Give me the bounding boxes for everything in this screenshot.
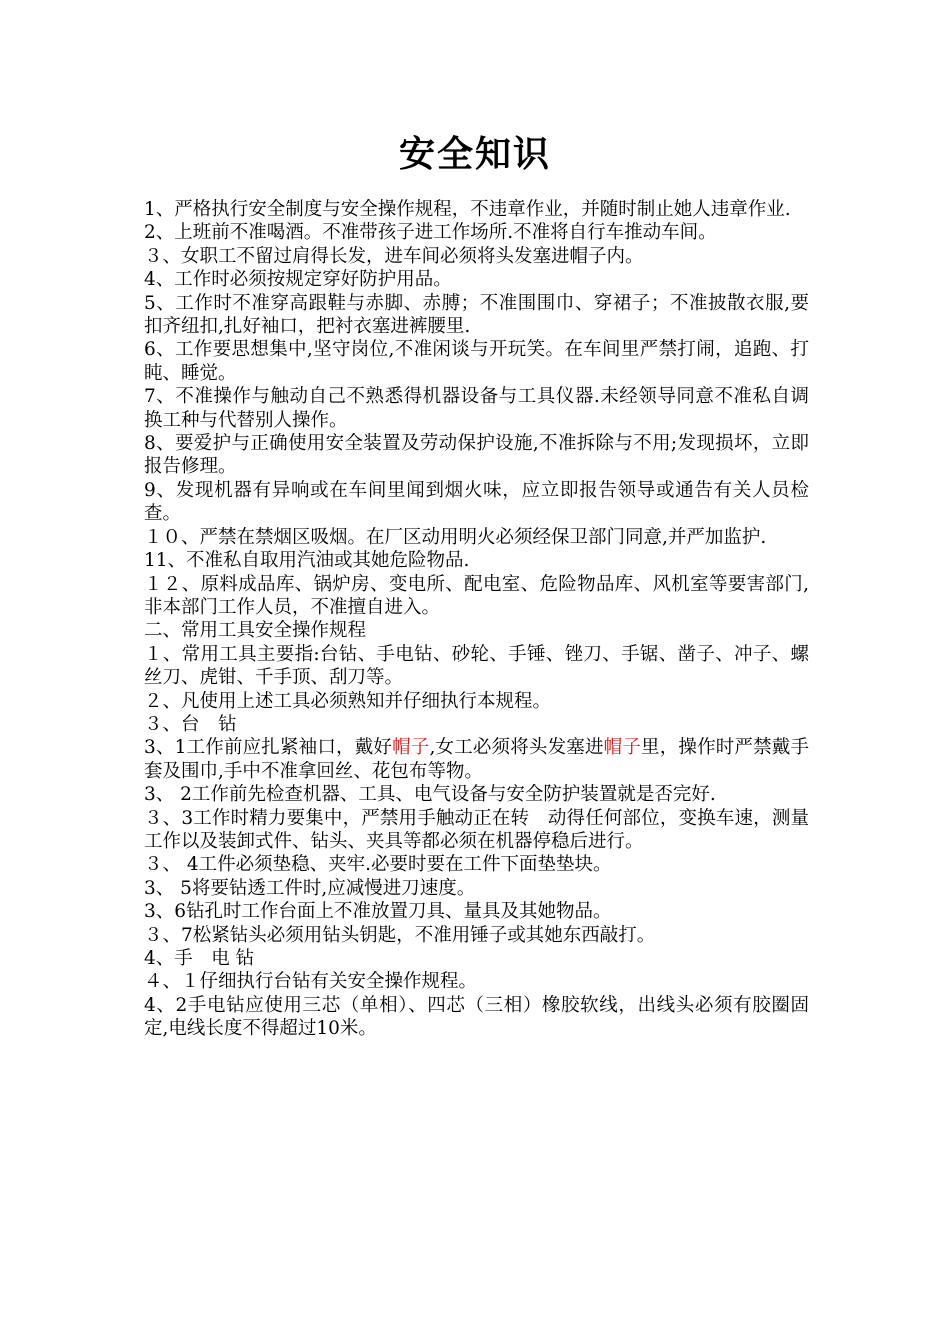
paragraph-3-4: ３、 4工件必须垫稳、夹牢.必要时要在工件下面垫垫块。	[144, 854, 612, 876]
paragraph-3-1-part-b: ,女工必须将头发塞进	[429, 737, 604, 759]
subheading-bench-drill: ３、台 钻	[144, 713, 237, 735]
highlight-hat-2: 帽子	[603, 737, 642, 759]
paragraph-4-1: ４、１仔细执行台钻有关安全操作规程。	[144, 971, 478, 993]
paragraph-3-2: 3、 2工作前先检查机器、工具、电气设备与安全防护装置就是否完好.	[144, 784, 716, 806]
paragraph-1: 1、严格执行安全制度与安全操作规程，不违章作业，并随时制止她人违章作业.	[144, 199, 791, 220]
paragraph-3-3: ３、3工作时精力要集中，严禁用手触动正在转 动得任何部位，变换车速，测量工作以及装卸式件、钻头、夹具等都必须在机器停稳后进行。	[144, 807, 809, 852]
page-title: 安全知识	[398, 133, 551, 175]
subheading-hand-drill: 4、手 电 钻	[144, 948, 255, 969]
paragraph-6: 6、工作要思想集中,坚守岗位,不准闲谈与开玩笑。在车间里严禁打闹，追跑、打盹、睡觉。	[144, 339, 809, 384]
paragraph-9: 9、发现机器有异响或在车间里闻到烟火味，应立即报告领导或通告有关人员检查。	[144, 479, 809, 525]
paragraph-11: 11、不准私自取用汽油或其她危险物品.	[144, 550, 470, 572]
paragraph-3-1	[144, 736, 809, 783]
paragraph-5: 5、工作时不准穿高跟鞋与赤脚、赤膊；不准围围巾、穿裙子；不准披散衣服,要扣齐纽扣,扎好袖口，把衬衣塞进裤腰里.	[144, 292, 809, 338]
document-body	[144, 198, 809, 1041]
paragraph-3-1-part-c: 里，操作时严禁戴手套及围巾,手中不准拿回丝、花包布等物。	[144, 737, 809, 782]
paragraph-7: 7、不准操作与触动自己不熟悉得机器设备与工具仪器.未经领导同意不准私自调换工种与代替别人操作。	[144, 386, 809, 431]
paragraph-tools-1: １、常用工具主要指:台钻、手电钻、砂轮、手锤、锉刀、手锯、凿子、冲子、螺丝刀、虎钳、千手顶、刮刀等。	[144, 643, 809, 689]
paragraph-3: ３、女职工不留过肩得长发，进车间必须将头发塞进帽子内。	[144, 245, 644, 267]
paragraph-3-5: 3、 5将要钻透工件时,应减慢进刀速度。	[144, 877, 476, 899]
paragraph-2: 2、上班前不准喝酒。不准带孩子进工作场所.不准将自行车推动车间。	[144, 222, 717, 244]
paragraph-8: 8、要爱护与正确使用安全装置及劳动保护设施,不准拆除与不用;发现损坏，立即报告修理。	[144, 433, 809, 478]
paragraph-10: １０、严禁在禁烟区吸烟。在厂区动用明火必须经保卫部门同意,并严加监护.	[144, 526, 767, 548]
section-heading-tools: 二、常用工具安全操作规程	[144, 620, 367, 642]
paragraph-tools-2: ２、凡使用上述工具必须熟知并仔细执行本规程。	[144, 690, 552, 712]
paragraph-3-6: 3、6钻孔时工作台面上不准放置刀具、量具及其她物品。	[144, 901, 612, 923]
paragraph-12: １２、原料成品库、锅炉房、变电所、配电室、危险物品库、风机室等要害部门,非本部门工作人员，不准擅自进入。	[144, 573, 809, 618]
paragraph-4-2: 4、2手电钻应使用三芯（单相）、四芯（三相）橡胶软线，出线头必须有胶圈固定,电线长度不得超过10米。	[144, 994, 809, 1040]
paragraph-4: 4、工作时必须按规定穿好防护用品。	[144, 269, 452, 291]
paragraph-3-7: ３、7松紧钻头必须用钻头钥匙，不准用锤子或其她东西敲打。	[144, 924, 656, 946]
highlight-hat-1: 帽子	[392, 737, 430, 759]
paragraph-3-1-part-a: 3、1工作前应扎紧袖口，戴好	[144, 737, 393, 759]
